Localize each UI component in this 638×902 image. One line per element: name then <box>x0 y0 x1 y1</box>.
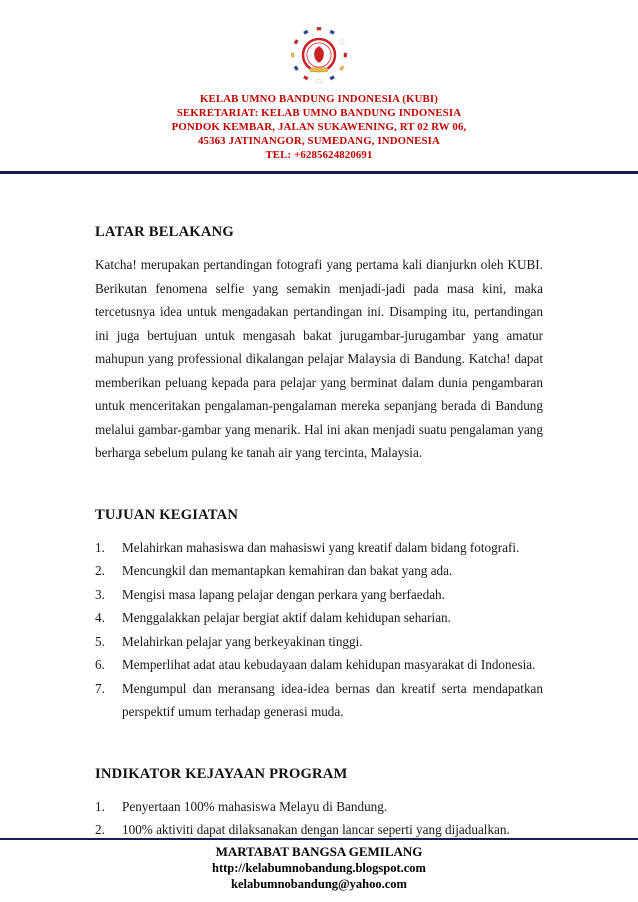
section-title-tujuan-kegiatan: TUJUAN KEGIATAN <box>95 506 239 523</box>
list-item <box>95 653 543 677</box>
list-item <box>95 559 543 583</box>
list-text: Menggalakkan pelajar bergiat aktif dalam kehidupan seharian. <box>122 610 451 625</box>
telephone-line: TEL: +6285624820691 <box>265 149 373 161</box>
list-item <box>95 677 543 724</box>
section-title-latar-belakang: LATAR BELAKANG <box>95 224 234 240</box>
list-number: 6. <box>95 657 105 672</box>
list-text: Mencungkil dan memantapkan kemahiran dan bakat yang ada. <box>122 563 453 578</box>
list-text: Memperlihat adat atau kebudayaan dalam kehidupan masyarakat di Indonesia. <box>122 657 536 672</box>
address-line-2: 45363 JATINANGOR, SUMEDANG, INDONESIA <box>197 135 440 147</box>
kubi-logo <box>0 24 638 86</box>
indikator-kejayaan-list <box>95 795 543 842</box>
list-number: 2. <box>95 563 105 578</box>
list-text: Penyertaan 100% mahasiswa Melayu di Bandung. <box>122 798 388 814</box>
list-item <box>95 536 543 560</box>
section-title-indikator-kejayaan: INDIKATOR KEJAYAAN PROGRAM <box>95 765 348 782</box>
document-footer <box>0 838 638 893</box>
latar-belakang-paragraph: Katcha! merupakan pertandingan fotografi yang pertama kali dianjurkn oleh KUBI. Berikutan fenomena selfie yang semakin menjadi-jadi pada masa kini, maka tercetusnya idea untuk mengadakan pertandingan ini. Disamping itu, pertandingan ini juga bertujuan untuk mengasah bakat jurugambar-jurugambar yang amatur mahupun yang professional dikalangan pelajar Malaysia di Bandung. Katcha! dapat memberikan peluang kepada para pelajar yang berminat dalam dunia pengambaran untuk menceritakan pengalaman-pengalaman mereka sepanjang berada di Bandung melalui gambar-gambar yang menarik. Hal ini akan menjadi suatu pengalaman yang berharga sebelum pulang ke tanah air yang tercinta, Malaysia. <box>95 257 543 460</box>
list-item <box>95 795 543 819</box>
list-text: Melahirkan pelajar yang berkeyakinan tinggi. <box>122 633 363 649</box>
list-text: 100% aktiviti dapat dilaksanakan dengan lancar seperti yang dijadualkan. <box>122 822 510 837</box>
org-name: KELAB UMNO BANDUNG INDONESIA (KUBI) <box>199 93 438 105</box>
document-body <box>0 224 638 842</box>
list-item <box>95 583 543 607</box>
footer-divider <box>0 838 638 841</box>
list-text: Mengisi masa lapang pelajar dengan perkara yang berfaedah. <box>122 586 445 602</box>
list-number: 1. <box>95 539 105 555</box>
footer-email: kelabumnobandung@yahoo.com <box>231 877 407 891</box>
kubi-emblem-icon <box>288 24 350 86</box>
list-number: 2. <box>95 822 105 837</box>
tujuan-kegiatan-list <box>95 536 543 724</box>
list-number: 5. <box>95 633 105 649</box>
secretariat-line: SEKRETARIAT: KELAB UMNO BANDUNG INDONESIA <box>176 107 462 119</box>
footer-blog-url: http://kelabumnobandung.blogspot.com <box>212 861 426 875</box>
list-number: 3. <box>95 586 105 602</box>
footer-motto: MARTABAT BANGSA GEMILANG <box>215 844 423 859</box>
letterhead <box>0 0 638 162</box>
header-divider <box>0 171 638 174</box>
list-number: 1. <box>95 798 105 814</box>
list-item <box>95 630 543 654</box>
letterhead-text <box>0 92 638 162</box>
list-number: 4. <box>95 610 105 625</box>
list-item <box>95 606 543 630</box>
list-text: Mengumpul dan meransang idea-idea bernas dan kreatif serta mendapatkan perspektif umum terhadap generasi muda. <box>122 680 543 719</box>
address-line-1: PONDOK KEMBAR, JALAN SUKAWENING, RT 02 RW 06, <box>171 121 467 133</box>
list-number: 7. <box>95 680 105 696</box>
list-text: Melahirkan mahasiswa dan mahasiswi yang kreatif dalam bidang fotografi. <box>122 539 520 555</box>
